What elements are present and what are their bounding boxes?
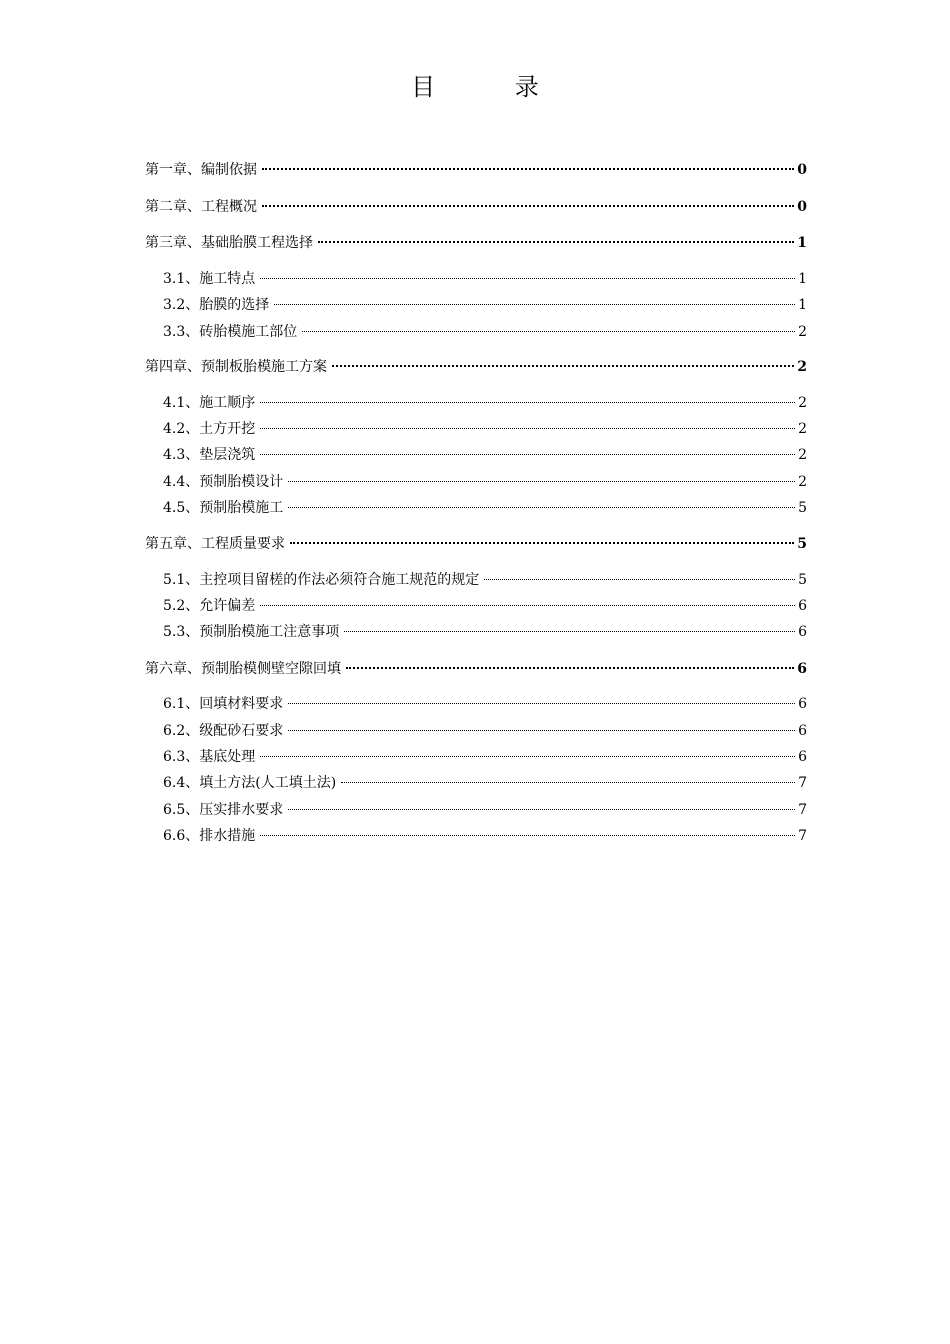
- toc-entry-label: 第三章、基础胎膜工程选择: [145, 235, 313, 251]
- toc-dot-leader: [260, 835, 795, 836]
- toc-entry-label: 4.2、土方开挖: [163, 421, 256, 437]
- toc-entry-section[interactable]: [163, 594, 807, 618]
- toc-dot-leader: [260, 756, 795, 757]
- toc-entry-section[interactable]: [163, 417, 807, 441]
- toc-entry-section[interactable]: [163, 470, 807, 494]
- toc-entry-page: 6: [798, 598, 807, 614]
- toc-entry-page: 2: [798, 474, 807, 490]
- toc-entry-chapter[interactable]: [145, 158, 807, 182]
- toc-entry-label: 第一章、编制依据: [145, 162, 257, 178]
- toc-dot-leader: [260, 278, 795, 279]
- toc-title: 目 录: [411, 73, 575, 101]
- toc-entry-page: 6: [798, 696, 807, 712]
- toc-dot-leader: [302, 331, 795, 332]
- toc-entry-label: 3.1、施工特点: [163, 271, 256, 287]
- toc-entry-section[interactable]: [163, 496, 807, 520]
- toc-dot-leader: [274, 304, 795, 305]
- toc-entry-label: 第五章、工程质量要求: [145, 536, 285, 552]
- toc-dot-leader: [262, 168, 794, 170]
- toc-entry-chapter[interactable]: [145, 657, 807, 681]
- toc-entry-section[interactable]: [163, 391, 807, 415]
- toc-dot-leader: [290, 542, 794, 544]
- toc-entry-section[interactable]: [163, 745, 807, 769]
- toc-entry-section[interactable]: [163, 824, 807, 848]
- toc-entry-section[interactable]: [163, 267, 807, 291]
- toc-entry-chapter[interactable]: [145, 195, 807, 219]
- toc-entry-label: 3.2、胎膜的选择: [163, 297, 270, 313]
- toc-dot-leader: [346, 667, 794, 669]
- toc-entry-label: 4.4、预制胎模设计: [163, 474, 284, 490]
- toc-entry-section[interactable]: [163, 719, 807, 743]
- toc-entry-section[interactable]: [163, 568, 807, 592]
- toc-entry-page: 2: [798, 447, 807, 463]
- toc-entry-page: 0: [797, 162, 807, 178]
- toc-entry-chapter[interactable]: [145, 355, 807, 379]
- toc-entry-page: 2: [798, 395, 807, 411]
- toc-entry-label: 4.3、垫层浇筑: [163, 447, 256, 463]
- toc-entry-label: 4.5、预制胎模施工: [163, 500, 284, 516]
- toc-entry-page: 6: [798, 624, 807, 640]
- toc-dot-leader: [262, 205, 794, 207]
- toc-entry-label: 5.2、允许偏差: [163, 598, 256, 614]
- toc-entry-page: 6: [797, 661, 807, 677]
- toc-entry-page: 6: [798, 723, 807, 739]
- toc-entry-page: 7: [798, 775, 807, 791]
- toc-entry-label: 第四章、预制板胎模施工方案: [145, 359, 327, 375]
- toc-dot-leader: [344, 631, 795, 632]
- toc-entry-page: 6: [798, 749, 807, 765]
- toc-entry-page: 5: [797, 536, 807, 552]
- toc-dot-leader: [288, 809, 795, 810]
- toc-dot-leader: [332, 365, 794, 367]
- toc-dot-leader: [318, 241, 794, 243]
- toc-dot-leader: [484, 579, 795, 580]
- toc-dot-leader: [288, 703, 795, 704]
- toc-entry-page: 0: [797, 199, 807, 215]
- toc-dot-leader: [260, 402, 795, 403]
- toc-dot-leader: [260, 428, 795, 429]
- toc-dot-leader: [341, 782, 795, 783]
- toc-entry-section[interactable]: [163, 443, 807, 467]
- toc-entry-page: 7: [798, 802, 807, 818]
- toc-entry-page: 1: [798, 297, 807, 313]
- toc-entry-page: 1: [798, 271, 807, 287]
- toc-dot-leader: [260, 454, 795, 455]
- toc-entry-label: 6.5、压实排水要求: [163, 802, 284, 818]
- toc-entry-label: 5.3、预制胎模施工注意事项: [163, 624, 340, 640]
- toc-entry-label: 6.1、回填材料要求: [163, 696, 284, 712]
- toc-entry-label: 6.6、排水措施: [163, 828, 256, 844]
- toc-entry-page: 2: [798, 324, 807, 340]
- toc-entry-section[interactable]: [163, 293, 807, 317]
- toc-dot-leader: [288, 481, 795, 482]
- toc-entry-page: 2: [798, 421, 807, 437]
- toc-entry-section[interactable]: [163, 798, 807, 822]
- toc-entry-page: 5: [798, 572, 807, 588]
- toc-entry-section[interactable]: [163, 771, 807, 795]
- toc-entry-label: 5.1、主控项目留槎的作法必须符合施工规范的规定: [163, 572, 480, 588]
- toc-dot-leader: [260, 605, 795, 606]
- toc-entry-section[interactable]: [163, 320, 807, 344]
- toc-entry-label: 6.3、基底处理: [163, 749, 256, 765]
- toc-entry-page: 2: [797, 359, 807, 375]
- toc-entry-label: 第六章、预制胎模侧壁空隙回填: [145, 661, 341, 677]
- toc-entry-section[interactable]: [163, 620, 807, 644]
- toc-entry-chapter[interactable]: [145, 532, 807, 556]
- toc-dot-leader: [288, 507, 795, 508]
- toc-entry-label: 6.4、填土方法(人工填土法): [163, 775, 337, 791]
- toc-entry-chapter[interactable]: [145, 231, 807, 255]
- toc-dot-leader: [288, 730, 795, 731]
- toc-entry-page: 7: [798, 828, 807, 844]
- toc-entry-section[interactable]: [163, 692, 807, 716]
- toc-entry-page: 5: [798, 500, 807, 516]
- toc-entry-label: 4.1、施工顺序: [163, 395, 256, 411]
- toc-entry-label: 第二章、工程概况: [145, 199, 257, 215]
- toc-entry-page: 1: [797, 235, 807, 251]
- toc-entry-label: 6.2、级配砂石要求: [163, 723, 284, 739]
- toc-entry-label: 3.3、砖胎模施工部位: [163, 324, 298, 340]
